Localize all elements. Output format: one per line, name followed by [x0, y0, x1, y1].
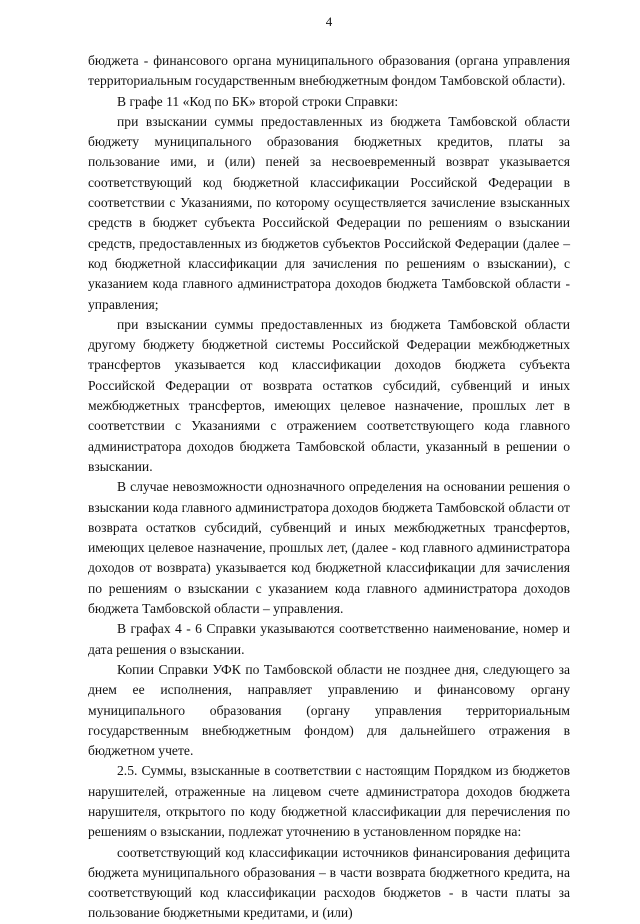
paragraph-copies-ufk: Копии Справки УФК по Тамбовской области не позднее дня, следующего за днем ее исполнения, направляет управлению и финансовому органу муниципального образования (органу управления территориальным государственным внебюджетным фондом) для дальнейшего отражения в бюджетном учете. — [88, 661, 570, 759]
paragraph-2-5: 2.5. Суммы, взысканные в соответствии с настоящим Порядком из бюджетов нарушителей, отраженные на лицевом счете администратора доходов бюджета нарушителя, открытого по коду бюджетной классификации для перечисления по решениям о взыскании, подлежат уточнению в установленном порядке на: — [88, 763, 570, 840]
paragraph-classification-codes: соответствующий код классификации источников финансирования дефицита бюджета муниципального образования – в части возврата бюджетного кредита, на соответствующий код классификации расходов бюджетов - в части платы за пользование бюджетными кредитами, и (или) — [88, 844, 570, 921]
paragraph-grafy-4-6: В графах 4 - 6 Справки указываются соответственно наименование, номер и дата решения о взыскании. — [88, 621, 570, 657]
page-number: 4 — [325, 14, 333, 29]
paragraph-grafa-11: В графе 11 «Код по БК» второй строки Справки: — [117, 93, 399, 109]
paragraph-impossibility-case: В случае невозможности однозначного определения на основании решения о взыскании кода главного администратора доходов бюджета Тамбовской области от возврата остатков субсидий, субвенций и иных межбюджетных трансфертов, имеющих целевое назначение, прошлых лет, (далее - код главного администратора доходов от возврата) указывается код бюджетной классификации для зачисления по решениям о взыскании с указанием кода главного администратора доходов бюджета Тамбовской области – управления. — [88, 479, 570, 617]
paragraph-1-continuation: бюджета - финансового органа муниципального образования (органа управления территориальным государственным внебюджетным фондом Тамбовской области). — [88, 53, 570, 89]
paragraph-interbudget-transfers: при взыскании суммы предоставленных из бюджета Тамбовской области другому бюджету бюджетной системы Российской Федерации межбюджетных трансфертов указывается код классификации доходов бюджета субъекта Российской Федерации от возврата остатков субсидий, субвенций и иных межбюджетных трансфертов, имеющих целевое назначение, прошлых лет в соответствии с Указаниями с отражением соответствующего кода главного администратора доходов бюджета Тамбовской области, указанный в решении о взыскании. — [88, 316, 570, 474]
document-body — [88, 51, 570, 924]
paragraph-budget-credits: при взыскании суммы предоставленных из бюджета Тамбовской области бюджету муниципального образования бюджетных кредитов, платы за пользование ими, и (или) пеней за несвоевременный возврат указывается соответствующий код бюджетной классификации Российской Федерации в соответствии с Указаниями, по которому осуществляется зачисление взысканных средств в бюджет субъекта Российской Федерации по решениям о взыскании средств, предоставленных из бюджетов субъектов Российской Федерации (далее – код бюджетной классификации для зачисления по решениям о взыскании), с указанием кода главного администратора доходов бюджета Тамбовской области - управления; — [88, 113, 570, 312]
